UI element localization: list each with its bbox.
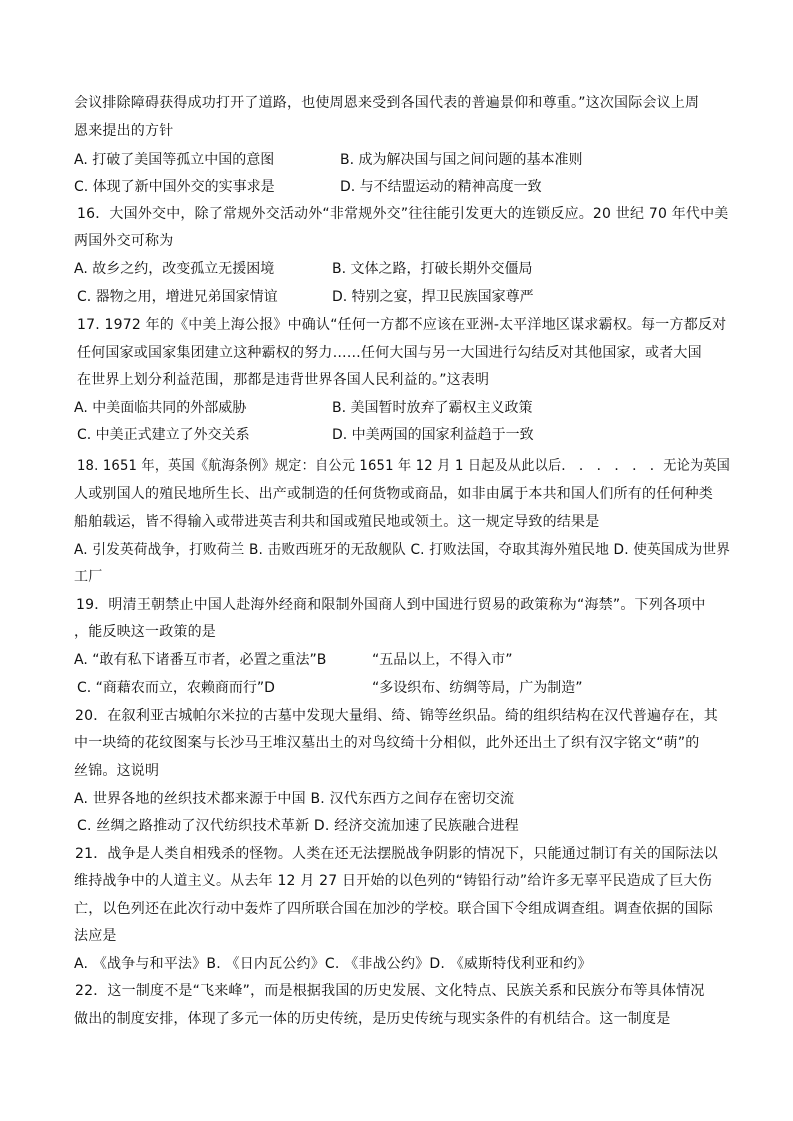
q21-options-line: A. 《战争与和平法》B. 《日内瓦公约》C. 《非战公约》D. 《威斯特伐利亚和约》 [74,956,592,972]
q20-stem-line-1: 20．在叙利亚古城帕尔米拉的古墓中发现大量绢、绮、锦等丝织品。绮的组织结构在汉代普遍存在，其 [75,708,719,724]
q16-stem-line-1: 16．大国外交中，除了常规外交活动外“非常规外交”往往能引发更大的连锁反应。20 世纪 70 年代中美 [77,206,729,222]
q20-options-line-1: A. 世界各地的丝织技术都来源于中国 B. 汉代东西方之间存在密切交流 [74,791,515,807]
q16-option-a: A. 故乡之约，改变孤立无援困境 [74,261,275,277]
q15-stem-line-1: 会议排除障碍获得成功打开了道路，也使周恩来受到各国代表的普遍景仰和尊重。”这次国际会议上周 [74,95,700,111]
q20-stem-line-3: 丝锦。这说明 [74,763,160,779]
q17-option-d: D. 中美两国的国家利益趋于一致 [332,427,534,443]
q20-stem-line-2: 中一块绮的花纹图案与长沙马王堆汉墓出土的对鸟纹绮十分相似，此外还出土了织有汉字铭文“萌”的 [74,735,700,751]
q18-stem-line-1: 18. 1651 年，英国《航海条例》规定：自公元 1651 年 12 月 1 日起及从此以后． ． ． ． ． ．无论为英国 [77,458,731,474]
q19-option-c: C. “商藉农而立，农赖商而行”D [77,680,275,696]
q19-stem-line-1: 19．明清王朝禁止中国人赴海外经商和限制外国商人到中国进行贸易的政策称为“海禁”。下列各项中 [76,597,706,613]
q19-option-a: A. “敢有私下诸番互市者，必置之重法”B [74,652,327,668]
q19-option-b: “五品以上，不得入市” [372,652,513,668]
q15-option-a: A. 打破了美国等孤立中国的意图 [74,152,275,168]
q17-stem-line-1: 17. 1972 年的《中美上海公报》中确认“任何一方都不应该在亚洲-太平洋地区谋求霸权。每一方都反对 [77,317,727,333]
q21-stem-line-4: 法应是 [74,928,117,944]
q17-option-c: C. 中美正式建立了外交关系 [77,427,250,443]
q15-stem-line-2: 恩来提出的方针 [74,123,174,139]
q21-stem-line-1: 21．战争是人类自相残杀的怪物。人类在还无法摆脱战争阴影的情况下，只能通过制订有关的国际法以 [75,846,719,862]
q17-option-a: A. 中美面临共同的外部威胁 [74,400,247,416]
q22-stem-line-1: 22．这一制度不是“飞来峰”，而是根据我国的历史发展、文化特点、民族关系和民族分布等具体情况 [75,983,705,999]
q20-options-line-2: C. 丝绸之路推动了汉代纺织技术革新 D. 经济交流加速了民族融合进程 [77,818,519,834]
q18-stem-line-2: 人或别国人的殖民地所生长、出产或制造的任何货物或商品，如非由属于本共和国人们所有的任何种类 [74,486,713,502]
q18-options-line-1: A. 引发英荷战争，打败荷兰 B. 击败西班牙的无敌舰队 C. 打败法国，夺取其海外殖民地 D. 使英国成为世界 [74,542,731,558]
q16-option-c: C. 器物之用，增进兄弟国家情谊 [77,289,278,305]
q17-option-b: B. 美国暂时放弃了霸权主义政策 [332,400,533,416]
q19-option-d: “多设织布、纺绸等局，广为制造” [372,680,583,696]
q16-option-b: B. 文体之路，打破长期外交僵局 [332,261,533,277]
q19-stem-line-2: ，能反映这一政策的是 [74,624,216,640]
q16-option-d: D. 特别之宴，捍卫民族国家尊严 [332,289,534,305]
q15-option-b: B. 成为解决国与国之间问题的基本准则 [340,152,583,168]
q21-stem-line-2: 维持战争中的人道主义。从去年 12 月 27 日开始的以色列的“铸铅行动”给许多无辜平民造成了巨大伤 [74,873,712,889]
q22-stem-line-2: 做出的制度安排，体现了多元一体的历史传统，是历史传统与现实条件的有机结合。这一制度是 [74,1011,671,1027]
q17-stem-line-2: 任何国家或国家集团建立这种霸权的努力……任何大国与另一大国进行勾结反对其他国家，或者大国 [77,345,702,361]
q15-option-d: D. 与不结盟运动的精神高度一致 [340,179,542,195]
q18-stem-line-3: 船舶载运，皆不得输入或带进英吉利共和国或殖民地或领土。这一规定导致的结果是 [74,514,600,530]
q16-stem-line-2: 两国外交可称为 [74,233,174,249]
q18-options-line-2: 工厂 [74,569,103,585]
q15-option-c: C. 体现了新中国外交的实事求是 [74,179,275,195]
q17-stem-line-3: 在世界上划分利益范围，那都是违背世界各国人民利益的。”这表明 [77,372,490,388]
q21-stem-line-3: 亡，以色列还在此次行动中轰炸了四所联合国在加沙的学校。联合国下令组成调查组。调查依据的国际 [74,901,713,917]
